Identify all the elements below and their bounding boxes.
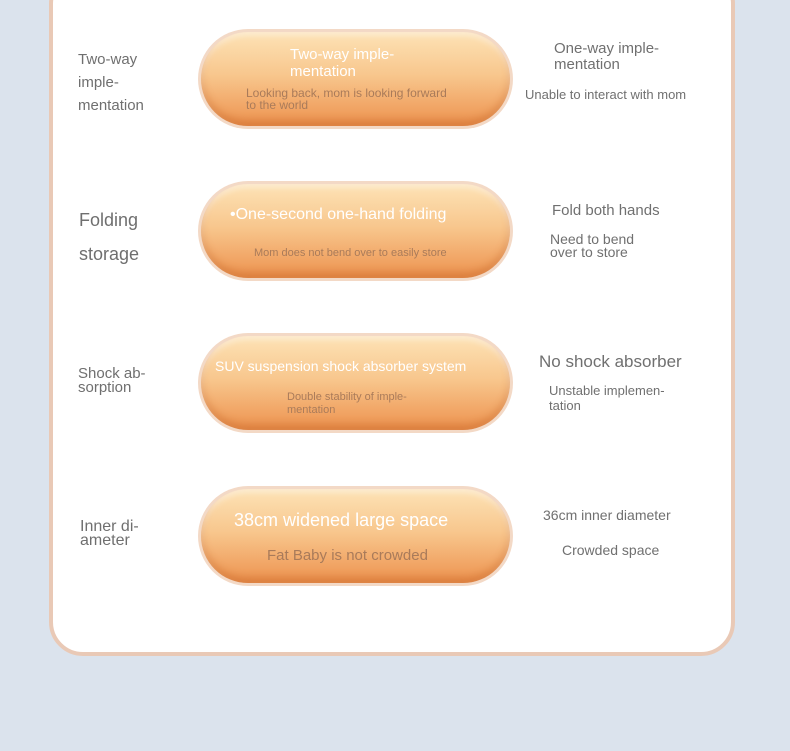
feature-pill [198,181,513,281]
competitor-title: One-way imple- mentation [554,40,660,73]
pill-title: Two-way imple- mentation [290,46,395,80]
pill-subtitle: Fat Baby is not crowded [267,547,428,564]
feature-label: Shock ab- sorption [78,365,146,396]
pill-subtitle: Looking back, mom is looking forward to the world [246,86,447,112]
pill-subtitle: Double stability of imple- mentation [287,391,407,416]
competitor-subtitle: Unstable implemen- tation [549,383,665,413]
competitor-subtitle: Need to bend over to store [550,231,635,260]
feature-pill [198,29,513,129]
competitor-subtitle: Unable to interact with mom [525,87,687,102]
feature-label: Inner di- ameter [80,518,139,549]
competitor-title: No shock absorber [539,352,682,371]
competitor-subtitle: Crowded space [562,542,660,558]
pill-title: 38cm widened large space [234,510,449,530]
pill-subtitle: Mom does not bend over to easily store [254,247,447,259]
pill-title: SUV suspension shock absorber system [215,358,467,374]
competitor-title: Fold both hands [552,202,660,219]
pill-title: •One-second one-hand folding [230,206,447,223]
feature-label: Folding storage [79,210,140,264]
competitor-title: 36cm inner diameter [543,507,671,523]
feature-label: Two-way imple- mentation [78,51,144,114]
feature-pill [198,333,513,433]
feature-pill [198,486,513,586]
